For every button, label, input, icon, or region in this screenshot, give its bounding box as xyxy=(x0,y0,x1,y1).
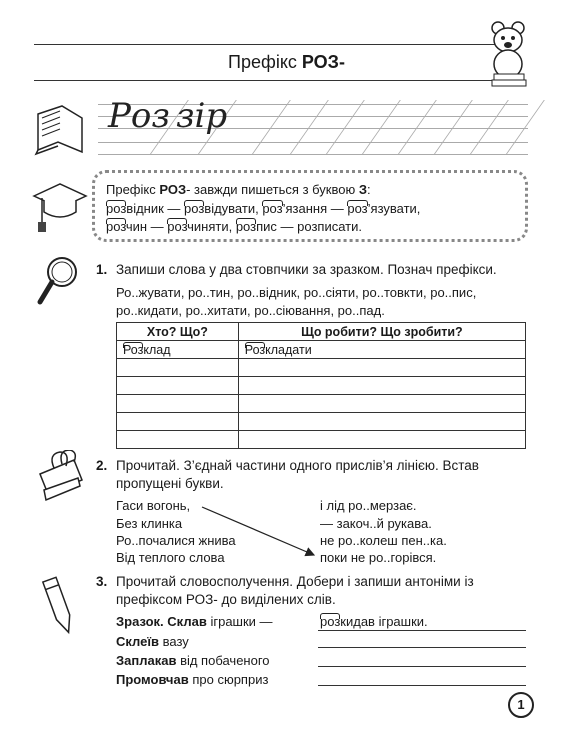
proverb-left: Гаси вогонь, xyxy=(116,498,191,513)
example-text: кладати xyxy=(265,342,312,357)
prefix-mark: роз xyxy=(106,219,126,234)
exercise-1-words-line-1: Ро..жувати, ро..тин, ро..відник, ро..сіяти, ро..товкти, ро..пис, xyxy=(116,285,477,300)
script-word-2: зір xyxy=(176,96,228,136)
phrase-item xyxy=(116,634,189,649)
exercise-1-words-line-2: ро..кидати, ро..хитати, ро..сіювання, ро..пад. xyxy=(116,303,385,318)
prefix-mark: Роз xyxy=(244,342,266,357)
header-bottom-line xyxy=(34,80,512,81)
table-row xyxy=(117,431,526,449)
sample-answer-text: кидав іграшки. xyxy=(340,614,428,629)
magnifier-icon xyxy=(34,254,84,310)
proverb-left: Від теплого слова xyxy=(116,550,225,565)
graduation-cap-icon xyxy=(30,178,88,238)
table-cell[interactable] xyxy=(238,377,525,395)
rule-text: Префікс xyxy=(106,182,160,197)
proverb-left: Ро..почалися жнива xyxy=(116,533,236,548)
exercise-2-number: 2. xyxy=(96,458,108,473)
prefix-mark: роз xyxy=(320,614,341,629)
table-cell[interactable] xyxy=(238,431,525,449)
practice-slant xyxy=(362,100,401,154)
rule-bold-prefix: РОЗ xyxy=(159,182,187,197)
phrase-bold-word: Склеїв xyxy=(116,634,160,649)
table-row xyxy=(117,359,526,377)
practice-slant xyxy=(506,100,545,154)
table-row xyxy=(117,413,526,431)
table-cell[interactable] xyxy=(117,359,239,377)
exercise-1-number: 1. xyxy=(96,262,108,277)
practice-slant xyxy=(470,100,509,154)
prefix-mark: роз xyxy=(167,219,188,234)
bear-mascot-icon xyxy=(484,18,532,88)
proverb-right: — закоч..й рукава. xyxy=(320,516,432,531)
answer-line[interactable] xyxy=(318,685,526,686)
rule-text: ’язувати, xyxy=(367,201,421,216)
rule-line-1 xyxy=(106,182,371,197)
sample-bold-word: Склав xyxy=(167,614,207,629)
prefix-mark: роз xyxy=(347,201,368,216)
table-cell[interactable] xyxy=(117,413,239,431)
title-prefix-text: Префікс xyxy=(228,52,302,72)
table-cell[interactable] xyxy=(117,377,239,395)
practice-slant xyxy=(290,100,329,154)
answer-line[interactable] xyxy=(318,666,526,667)
phrase-rest: про сюрприз xyxy=(188,672,269,687)
table-row xyxy=(117,395,526,413)
exercise-2-task-line-2: пропущені букви. xyxy=(116,476,224,491)
phrase-bold-word: Заплакав xyxy=(116,653,177,668)
prefix-mark: роз xyxy=(106,201,127,216)
table-header-cell: Хто? Що? xyxy=(117,323,239,341)
practice-slant xyxy=(434,100,473,154)
pencil-icon xyxy=(36,574,82,638)
practice-line xyxy=(98,142,528,143)
practice-slant xyxy=(326,100,365,154)
exercise-1-task: Запиши слова у два стовпчики за зразком. Познач префікси. xyxy=(116,262,497,277)
table-cell[interactable] xyxy=(238,359,525,377)
answer-table xyxy=(116,322,526,449)
table-cell[interactable] xyxy=(238,395,525,413)
proverb-right: не ро..колеш пен..ка. xyxy=(320,533,447,548)
exercise-3-number: 3. xyxy=(96,574,108,589)
proverb-right: поки не ро..горівся. xyxy=(320,550,437,565)
example-text: клад xyxy=(143,342,171,357)
rule-line-2 xyxy=(106,201,420,216)
rule-text: - завжди пишеться з буквою xyxy=(186,182,359,197)
phrase-item xyxy=(116,672,268,687)
rule-text: відник — xyxy=(126,201,185,216)
exercise-3-task-line-2: префіксом РОЗ- до виділених слів. xyxy=(116,592,336,607)
phrase-bold-word: Промовчав xyxy=(116,672,189,687)
rule-text: пис — розписати. xyxy=(256,219,362,234)
table-cell[interactable] xyxy=(117,395,239,413)
sample-answer-underline xyxy=(318,630,526,631)
table-cell[interactable] xyxy=(117,431,239,449)
table-cell[interactable] xyxy=(117,341,239,359)
table-header-cell: Що робити? Що зробити? xyxy=(238,323,525,341)
title-bold-text: РОЗ- xyxy=(301,52,345,72)
phrase-rest: вазу xyxy=(159,634,189,649)
page-number: 1 xyxy=(508,692,534,718)
sample-phrase xyxy=(116,614,273,629)
sample-label: Зразок. xyxy=(116,614,164,629)
rule-text: відувати, xyxy=(204,201,263,216)
exercise-2-task-line-1: Прочитай. З’єднай частини одного прислів’я лінією. Встав xyxy=(116,458,479,473)
rule-line-3 xyxy=(106,219,362,234)
proverb-left: Без клинка xyxy=(116,516,183,531)
connecting-arrow xyxy=(200,505,320,561)
rule-text: чиняти, xyxy=(187,219,236,234)
practice-slant xyxy=(252,100,291,154)
prefix-mark: Роз xyxy=(123,342,144,357)
sample-answer xyxy=(320,614,428,629)
rule-text: ’язання — xyxy=(282,201,348,216)
exercise-3-task-line-1: Прочитай словосполучення. Добери і запиши антоніми із xyxy=(116,574,474,589)
sample-rest: іграшки — xyxy=(206,614,273,629)
header-top-line xyxy=(34,44,512,45)
table-row xyxy=(117,341,526,359)
open-book-icon xyxy=(32,102,88,158)
table-cell[interactable] xyxy=(238,341,525,359)
practice-slant xyxy=(398,100,437,154)
table-row xyxy=(117,377,526,395)
prefix-mark: роз xyxy=(184,201,205,216)
rule-text: : xyxy=(367,182,371,197)
phrase-rest: від побаченого xyxy=(176,653,270,668)
binder-clip-icon xyxy=(34,450,86,506)
rule-bold-letter: З xyxy=(358,182,367,197)
prefix-mark: роз xyxy=(262,201,283,216)
table-header-row xyxy=(117,323,526,341)
proverb-right: і лід ро..мерзає. xyxy=(320,498,417,513)
prefix-mark: роз xyxy=(235,219,257,234)
practice-line xyxy=(98,154,528,155)
script-word-1: Роз xyxy=(108,96,170,136)
rule-text: чин — xyxy=(125,219,168,234)
phrase-item xyxy=(116,653,270,668)
answer-line[interactable] xyxy=(318,647,526,648)
table-cell[interactable] xyxy=(238,413,525,431)
